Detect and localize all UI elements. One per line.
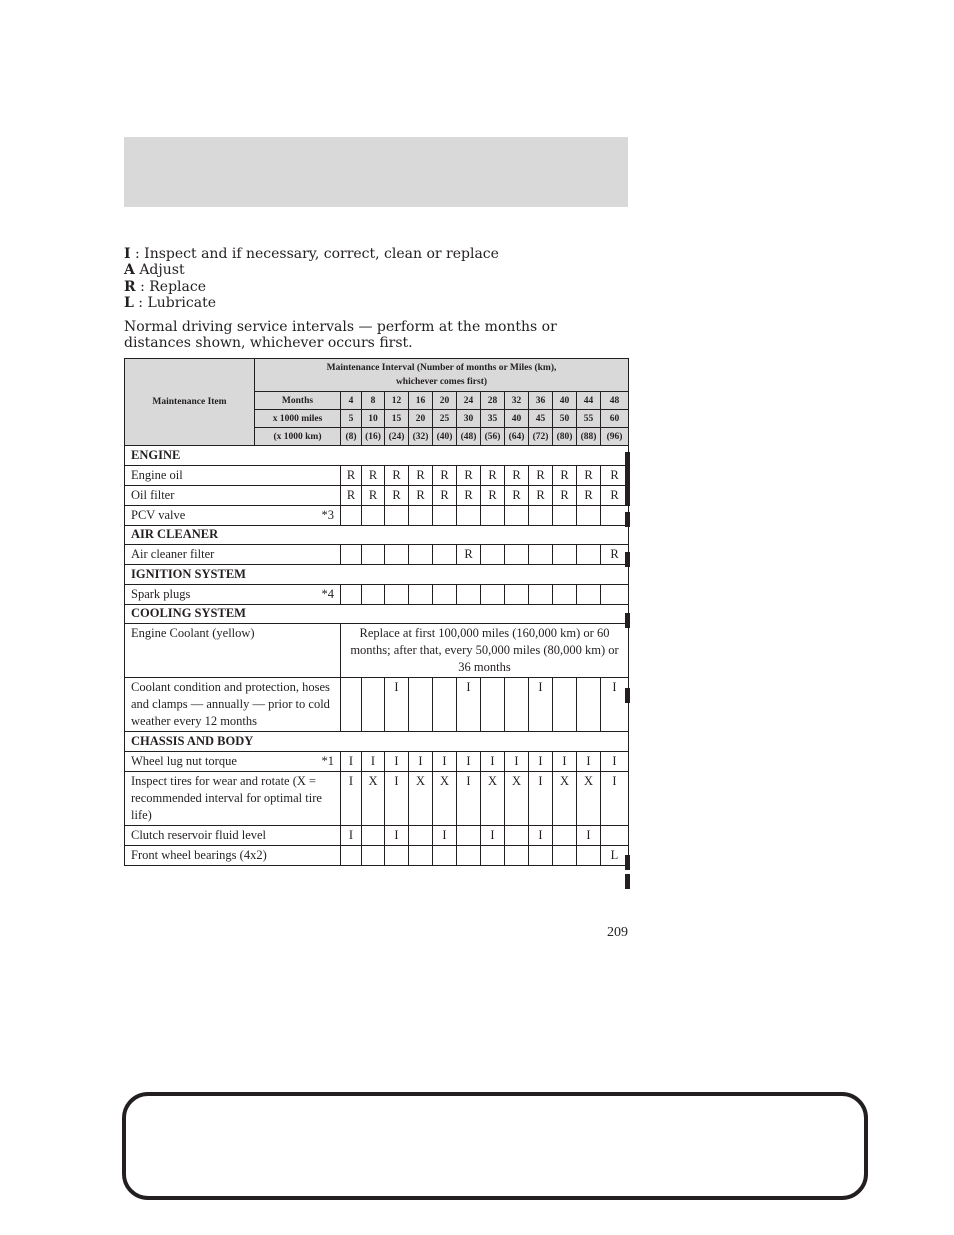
interval-cell: R xyxy=(385,485,409,505)
miles-value: 25 xyxy=(433,410,457,428)
item-cell xyxy=(125,485,341,505)
interval-cell xyxy=(385,845,409,865)
item-label-wrap xyxy=(131,827,334,844)
interval-cell: I xyxy=(433,751,457,771)
interval-cell xyxy=(553,584,577,604)
table-row xyxy=(125,771,629,825)
interval-cell: X xyxy=(481,771,505,825)
interval-cell xyxy=(362,845,385,865)
interval-cell: R xyxy=(577,465,601,485)
interval-cell: I xyxy=(529,771,553,825)
item-cell xyxy=(125,825,341,845)
km-value: (32) xyxy=(409,428,433,446)
legend-code: L xyxy=(124,294,134,311)
item-label: Inspect tires for wear and rotate (X = recommended interval for optimal tire life) xyxy=(131,773,322,822)
months-value: 32 xyxy=(505,392,529,410)
interval-cell: X xyxy=(577,771,601,825)
table-row xyxy=(125,624,629,678)
item-label: Clutch reservoir fluid level xyxy=(131,827,267,842)
km-value: (72) xyxy=(529,428,553,446)
legend-line xyxy=(124,279,628,295)
interval-cell xyxy=(529,505,553,525)
miles-value: 15 xyxy=(385,410,409,428)
interval-cell xyxy=(433,584,457,604)
legend-text: Adjust xyxy=(134,262,185,279)
interval-cell: R xyxy=(529,465,553,485)
interval-cell xyxy=(529,845,553,865)
table-row xyxy=(125,584,629,604)
interval-header-line1: Maintenance Interval (Number of months or Miles (km), xyxy=(326,363,557,373)
legend-line xyxy=(124,262,628,278)
page-number: 209 xyxy=(607,925,628,940)
interval-cell: R xyxy=(553,465,577,485)
section-heading: ENGINE xyxy=(125,446,629,466)
miles-value: 60 xyxy=(601,410,629,428)
legend-text: : Inspect and if necessary, correct, clean or replace xyxy=(130,246,499,262)
item-cell xyxy=(125,845,341,865)
item-cell xyxy=(125,751,341,771)
interval-cell xyxy=(433,678,457,732)
miles-value: 10 xyxy=(362,410,385,428)
interval-cell: R xyxy=(529,485,553,505)
interval-cell xyxy=(505,584,529,604)
interval-cell: R xyxy=(553,485,577,505)
interval-cell xyxy=(433,845,457,865)
item-label: Spark plugs xyxy=(131,586,191,601)
interval-cell: I xyxy=(341,825,362,845)
interval-cell xyxy=(505,505,529,525)
interval-cell xyxy=(481,678,505,732)
km-value: (80) xyxy=(553,428,577,446)
miles-label: x 1000 miles xyxy=(255,410,341,428)
legend-code: A xyxy=(124,262,135,279)
item-label: Front wheel bearings (4x2) xyxy=(131,847,267,862)
interval-cell: I xyxy=(457,771,481,825)
interval-cell: I xyxy=(601,771,629,825)
interval-cell xyxy=(385,545,409,565)
interval-cell xyxy=(362,505,385,525)
km-value: (48) xyxy=(457,428,481,446)
interval-cell: R xyxy=(457,485,481,505)
interval-cell xyxy=(505,845,529,865)
interval-cell xyxy=(553,678,577,732)
section-heading: IGNITION SYSTEM xyxy=(125,565,629,585)
interval-cell xyxy=(577,545,601,565)
item-label: Oil filter xyxy=(131,487,175,502)
item-cell xyxy=(125,624,341,678)
interval-cell: I xyxy=(577,751,601,771)
interval-cell xyxy=(409,545,433,565)
interval-cell: R xyxy=(601,465,629,485)
interval-cell xyxy=(362,678,385,732)
interval-cell: R xyxy=(505,485,529,505)
interval-cell: R xyxy=(457,465,481,485)
interval-cell: R xyxy=(341,485,362,505)
section-row xyxy=(125,604,629,624)
item-label-wrap xyxy=(131,679,334,730)
item-label-wrap xyxy=(131,586,334,603)
interval-cell: X xyxy=(553,771,577,825)
interval-note: Replace at first 100,000 miles (160,000 km) or 60 months; after that, every 50,000 miles (80,000 km) or 36 months xyxy=(341,624,629,678)
interval-cell xyxy=(341,678,362,732)
interval-cell xyxy=(409,825,433,845)
km-value: (16) xyxy=(362,428,385,446)
edge-mark xyxy=(625,874,630,889)
months-value: 20 xyxy=(433,392,457,410)
item-label-wrap xyxy=(131,487,334,504)
table-row xyxy=(125,465,629,485)
interval-cell: R xyxy=(362,465,385,485)
interval-cell xyxy=(362,584,385,604)
km-label: (x 1000 km) xyxy=(255,428,341,446)
legend-code: I xyxy=(124,246,131,262)
interval-cell xyxy=(409,505,433,525)
section-row xyxy=(125,732,629,752)
interval-cell: R xyxy=(341,465,362,485)
months-label: Months xyxy=(255,392,341,410)
section-heading: AIR CLEANER xyxy=(125,525,629,545)
miles-value: 45 xyxy=(529,410,553,428)
km-value: (88) xyxy=(577,428,601,446)
interval-cell xyxy=(457,505,481,525)
miles-value: 5 xyxy=(341,410,362,428)
footer-box xyxy=(122,1092,868,1200)
item-label: Coolant condition and protection, hoses and clamps — annually — prior to cold weather every 12 months xyxy=(131,680,330,728)
table-row xyxy=(125,845,629,865)
interval-cell xyxy=(409,845,433,865)
maintenance-schedule-table xyxy=(124,358,629,866)
interval-cell: I xyxy=(341,771,362,825)
interval-cell: R xyxy=(505,465,529,485)
interval-cell: I xyxy=(457,751,481,771)
interval-cell: I xyxy=(409,751,433,771)
interval-cell xyxy=(553,545,577,565)
months-value: 40 xyxy=(553,392,577,410)
interval-cell: I xyxy=(553,751,577,771)
interval-cell xyxy=(341,545,362,565)
interval-cell: I xyxy=(529,678,553,732)
interval-cell xyxy=(433,505,457,525)
legend xyxy=(124,246,628,311)
interval-cell: I xyxy=(601,751,629,771)
edge-mark xyxy=(625,552,630,567)
km-value: (8) xyxy=(341,428,362,446)
interval-cell: R xyxy=(433,465,457,485)
miles-value: 55 xyxy=(577,410,601,428)
table-row xyxy=(125,505,629,525)
interval-cell xyxy=(409,584,433,604)
miles-value: 50 xyxy=(553,410,577,428)
section-heading: COOLING SYSTEM xyxy=(125,604,629,624)
miles-value: 20 xyxy=(409,410,433,428)
edge-mark xyxy=(625,688,630,703)
item-label-wrap xyxy=(131,847,334,864)
table-row xyxy=(125,485,629,505)
interval-cell xyxy=(577,845,601,865)
interval-cell xyxy=(341,845,362,865)
interval-cell: R xyxy=(362,485,385,505)
months-value: 16 xyxy=(409,392,433,410)
interval-cell xyxy=(553,505,577,525)
intro-text: Normal driving service intervals — perform at the months or distances shown, whichever occurs first. xyxy=(124,319,557,352)
interval-cell xyxy=(529,545,553,565)
interval-cell: I xyxy=(385,751,409,771)
item-note: *1 xyxy=(321,753,334,768)
item-cell xyxy=(125,584,341,604)
item-label-wrap xyxy=(131,546,334,563)
interval-cell xyxy=(433,545,457,565)
interval-cell xyxy=(577,584,601,604)
interval-cell: X xyxy=(433,771,457,825)
interval-cell: R xyxy=(601,485,629,505)
interval-cell xyxy=(505,545,529,565)
table-row xyxy=(125,545,629,565)
section-heading: CHASSIS AND BODY xyxy=(125,732,629,752)
table-header xyxy=(125,359,629,446)
interval-cell xyxy=(481,505,505,525)
interval-cell xyxy=(457,584,481,604)
legend-line xyxy=(124,246,628,262)
interval-cell: X xyxy=(409,771,433,825)
months-value: 4 xyxy=(341,392,362,410)
interval-cell: I xyxy=(341,751,362,771)
section-row xyxy=(125,525,629,545)
interval-cell: I xyxy=(529,751,553,771)
months-value: 8 xyxy=(362,392,385,410)
table-row xyxy=(125,678,629,732)
interval-cell: X xyxy=(362,771,385,825)
legend-line xyxy=(124,295,628,311)
interval-cell xyxy=(529,584,553,604)
interval-cell xyxy=(601,584,629,604)
km-value: (24) xyxy=(385,428,409,446)
months-value: 28 xyxy=(481,392,505,410)
interval-cell: X xyxy=(505,771,529,825)
interval-cell: R xyxy=(409,465,433,485)
interval-cell: R xyxy=(481,465,505,485)
interval-cell xyxy=(553,825,577,845)
interval-cell: R xyxy=(601,545,629,565)
months-value: 24 xyxy=(457,392,481,410)
interval-cell xyxy=(553,845,577,865)
interval-header xyxy=(255,359,629,392)
table-row xyxy=(125,825,629,845)
interval-cell xyxy=(577,505,601,525)
item-label: Engine oil xyxy=(131,467,183,482)
section-header-band xyxy=(124,137,628,207)
interval-cell xyxy=(577,678,601,732)
interval-cell: R xyxy=(433,485,457,505)
interval-cell: I xyxy=(433,825,457,845)
interval-cell xyxy=(505,825,529,845)
interval-cell xyxy=(409,678,433,732)
item-label: Wheel lug nut torque xyxy=(131,753,237,768)
legend-code: R xyxy=(124,278,136,295)
interval-cell: I xyxy=(505,751,529,771)
miles-value: 35 xyxy=(481,410,505,428)
interval-cell xyxy=(341,584,362,604)
interval-cell xyxy=(457,845,481,865)
interval-cell: R xyxy=(481,485,505,505)
interval-cell: I xyxy=(601,678,629,732)
interval-cell xyxy=(505,678,529,732)
interval-cell xyxy=(385,505,409,525)
table-body xyxy=(125,446,629,866)
edge-mark xyxy=(625,613,630,628)
miles-value: 30 xyxy=(457,410,481,428)
item-cell xyxy=(125,771,341,825)
interval-cell: L xyxy=(601,845,629,865)
item-cell xyxy=(125,465,341,485)
edge-mark xyxy=(625,452,630,506)
item-label: PCV valve xyxy=(131,507,186,522)
interval-cell: I xyxy=(385,771,409,825)
table-row xyxy=(125,751,629,771)
interval-cell: I xyxy=(529,825,553,845)
months-value: 48 xyxy=(601,392,629,410)
section-row xyxy=(125,565,629,585)
km-value: (56) xyxy=(481,428,505,446)
interval-cell: I xyxy=(481,825,505,845)
miles-value: 40 xyxy=(505,410,529,428)
interval-cell xyxy=(457,825,481,845)
interval-cell: I xyxy=(577,825,601,845)
interval-cell: I xyxy=(362,751,385,771)
item-label-wrap xyxy=(131,753,334,770)
item-note: *3 xyxy=(321,507,334,522)
item-cell xyxy=(125,505,341,525)
item-label: Engine Coolant (yellow) xyxy=(131,626,255,640)
item-cell xyxy=(125,678,341,732)
interval-cell xyxy=(481,845,505,865)
interval-cell: I xyxy=(457,678,481,732)
legend-text: : Lubricate xyxy=(133,294,217,311)
interval-cell xyxy=(481,545,505,565)
item-label-wrap xyxy=(131,625,334,642)
interval-cell: R xyxy=(577,485,601,505)
interval-cell: I xyxy=(385,678,409,732)
edge-mark xyxy=(625,512,630,527)
item-cell xyxy=(125,545,341,565)
interval-cell xyxy=(341,505,362,525)
item-label-wrap xyxy=(131,507,334,524)
interval-cell xyxy=(601,825,629,845)
months-value: 36 xyxy=(529,392,553,410)
item-label-wrap xyxy=(131,773,334,824)
months-value: 44 xyxy=(577,392,601,410)
km-value: (96) xyxy=(601,428,629,446)
item-label: Air cleaner filter xyxy=(131,547,215,561)
interval-cell xyxy=(385,584,409,604)
interval-cell: I xyxy=(481,751,505,771)
item-label-wrap xyxy=(131,467,334,484)
maintenance-item-header: Maintenance Item xyxy=(125,359,255,446)
km-value: (40) xyxy=(433,428,457,446)
interval-cell xyxy=(362,545,385,565)
edge-mark xyxy=(625,855,630,870)
interval-cell: R xyxy=(409,485,433,505)
interval-cell: R xyxy=(457,545,481,565)
interval-header-line2: whichever comes first) xyxy=(395,377,488,387)
item-note: *4 xyxy=(321,586,334,601)
interval-cell xyxy=(481,584,505,604)
legend-text: : Replace xyxy=(135,278,206,295)
interval-cell xyxy=(362,825,385,845)
km-value: (64) xyxy=(505,428,529,446)
interval-cell: R xyxy=(385,465,409,485)
section-row xyxy=(125,446,629,466)
interval-cell: I xyxy=(385,825,409,845)
months-value: 12 xyxy=(385,392,409,410)
